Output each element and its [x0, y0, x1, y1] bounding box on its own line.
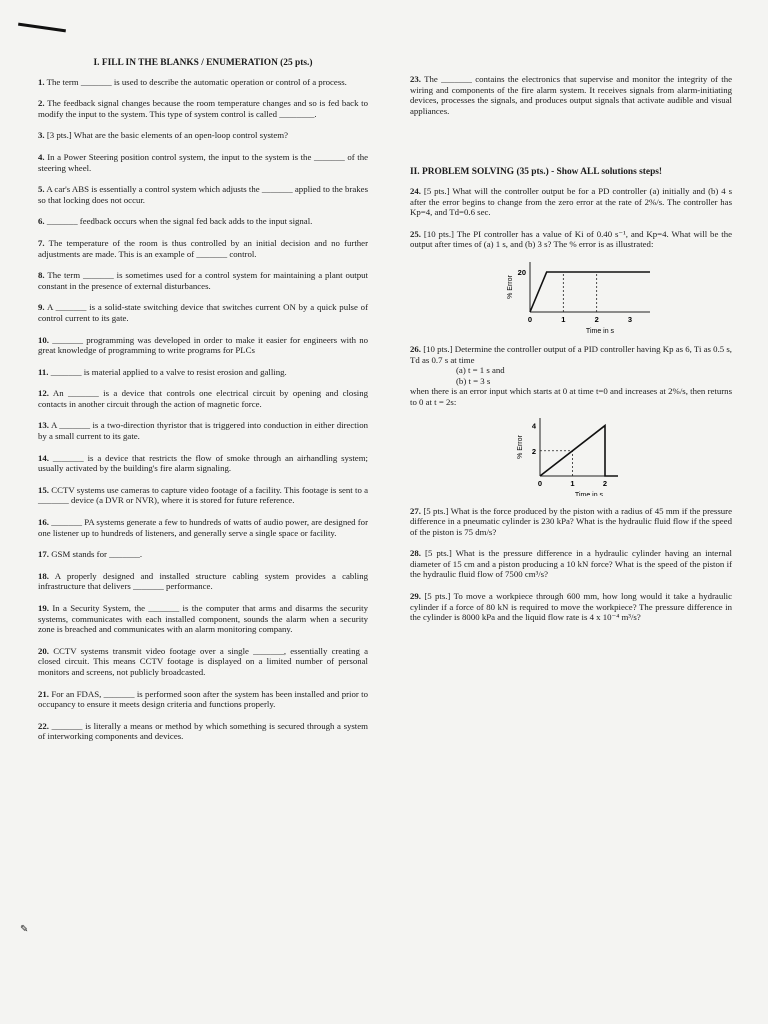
- section2-heading: II. PROBLEM SOLVING (35 pts.) - Show ALL solutions steps!: [410, 167, 663, 178]
- question-8: 8. The term _______ is sometimes used for a control system for maintaining a plant output constant in the presence of external disturbances.: [38, 270, 368, 291]
- question-11: 11. _______ is material applied to a valve to resist erosion and galling.: [38, 366, 287, 377]
- question-16: 16. _______ PA systems generate a few to hundreds of watts of audio power, are designed for one listener up to hundreds of listeners, and generally serve a single space or facility.: [38, 517, 368, 538]
- question-14: 14. _______ is a device that restricts the flow of smoke through an airhandling system; usually activated by the building's fire alarm signaling.: [38, 452, 368, 474]
- q26-sub-a: (a) t = 1 s and: [456, 365, 505, 376]
- x-tick-label: 1: [561, 314, 566, 324]
- x-tick-label: 2: [602, 478, 608, 488]
- question-15: 15. CCTV systems use cameras to capture video footage of a facility. This footage is sent to a _______ device (a DVR or NVR), where it is stored for future reference.: [38, 484, 368, 506]
- y-axis-label: % Error: [517, 434, 524, 459]
- pen-mark: [18, 23, 66, 33]
- x-axis-label: Time in s: [585, 327, 615, 334]
- x-tick-label: 0: [537, 478, 543, 488]
- error-series-line: [530, 272, 650, 312]
- question-17: 17. GSM stands for _______.: [38, 549, 143, 560]
- question-27: 27. [5 pts.] What is the force produced by the piston with a radius of 45 mm if the pressure difference in a pneumatic cylinder is 230 kPa? What is the hydraulic fluid flow if the speed of the piston is 75 dm/s?: [410, 505, 732, 537]
- question-29: 29. [5 pts.] To move a workpiece through 600 mm, how long would it take a hydraulic cylinder if a force of 80 kN is required to move the workpiece? The pressure difference in the cylinder is 8000 kPa and the liquid flow rate is 4 x 10⁻⁴ m³/s?: [410, 591, 733, 623]
- question-6: 6. _______ feedback occurs when the signal fed back adds to the input signal.: [38, 216, 313, 227]
- question-9: 9. A _______ is a solid-state switching device that switches current ON by a quick pulse of control current to its gate.: [38, 302, 368, 323]
- question-5: 5. A car's ABS is essentially a control system which adjusts the _______ applied to the brakes so that locking does not occur.: [38, 184, 368, 205]
- pi-error-chart: [500, 254, 660, 334]
- question-21: 21. For an FDAS, _______ is performed soon after the system has been installed and prior to occupancy to ensure it meets design criteria and functions properly.: [38, 688, 368, 710]
- question-list: [38, 77, 368, 742]
- pid-error-chart: [506, 412, 636, 496]
- pencil-annotation: ✎: [20, 924, 29, 935]
- left-column: [38, 58, 368, 753]
- question-2: 2. The feedback signal changes because the room temperature changes and so is fed back to modify the input to the system. This type of system control is called ________.: [38, 98, 368, 119]
- q26-text2: when there is an error input which starts at 0 at time t=0 and increases at 2%/s, then returns to 0 at t = 2s:: [410, 386, 732, 407]
- x-tick-label: 2: [594, 314, 599, 324]
- x-tick-label: 3: [627, 314, 633, 324]
- question-12: 12. An _______ is a device that controls one electrical circuit by opening and closing contacts in another circuit through the action of magnetic force.: [38, 388, 368, 409]
- question-7: 7. The temperature of the room is thus controlled by an initial decision and no further adjustments are made. This is an example of _______ control.: [38, 237, 369, 259]
- x-tick-label: 1: [570, 478, 575, 488]
- question-20: 20. CCTV systems transmit video footage over a single _______, essentially creating a closed circuit. This means CCTV footage is displayed on a limited number of personal monitors and screens, not publicly broadcasted.: [38, 645, 368, 677]
- q26-sub-b: (b) t = 3 s: [456, 375, 491, 386]
- question-13: 13. A _______ is a two-direction thyristor that is triggered into conduction in either direction by a small current to its gate.: [38, 420, 368, 442]
- question-23: 23. The _______ contains the electronics that supervise and monitor the integrity of the wiring and components of the fire alarm system. It receives signals from alarm-initiating devices, processes the signals, and produces output signals that activate audible and visual appliances.: [410, 74, 733, 116]
- question-28: 28. [5 pts.] What is the pressure difference in a hydraulic cylinder having an internal diameter of 15 cm and a piston producing a 10 kN force? What is the speed of the piston if the hydraulic fluid flow of 7500 cm³/s?: [410, 548, 732, 580]
- section1-heading: I. FILL IN THE BLANKS / ENUMERATION (25 pts.): [93, 58, 313, 68]
- y-tick-label: 4: [531, 421, 536, 431]
- y-tick-label: 2: [531, 446, 536, 456]
- question-24: 24. [5 pts.] What will the controller output be for a PD controller (a) initially and (b) 4 s after the error begins to change from the zero error at the rate of 2%/s. The controller has Kp=4, and Td=0.6 sec.: [410, 185, 732, 218]
- question-18: 18. A properly designed and installed structure cabling system provides a cabling infrastructure that delivers _______ performance.: [38, 570, 368, 592]
- y-tick-label: 20: [517, 267, 526, 277]
- question-25: 25. [10 pts.] The PI controller has a value of Ki of 0.40 s⁻¹, and Kp=4. What will be the output after times of (a) 1 s, and (b) 3 s? The % error is as illustrated:: [410, 228, 733, 250]
- question-4: 4. In a Power Steering position control system, the input to the system is the _______ of the steering wheel.: [38, 151, 369, 173]
- x-axis-label: Time in s: [574, 491, 604, 496]
- question-22: 22. _______ is literally a means or method by which something is secured through a system of interworking components and devices.: [38, 720, 369, 742]
- question-19: 19. In a Security System, the _______ is the computer that arms and disarms the security systems, communicates with each installed component, sounds the alarm when a security zone is breached and communicates with an alarm monitoring company.: [38, 603, 369, 635]
- error-series-line: [540, 425, 618, 475]
- question-10: 10. _______ programming was developed in order to make it easier for engineers with no great knowledge of programming to write programs for PLCs: [38, 334, 369, 356]
- question-3: 3. [3 pts.] What are the basic elements of an open-loop control system?: [38, 130, 289, 141]
- right-column: [410, 74, 732, 634]
- y-axis-label: % Error: [507, 275, 514, 299]
- question-26: 26. [10 pts.] Determine the controller output of a PID controller having Kp as 6, Ti as 0.5 s, Td as 0.7 s at time (a) t = 1 s and (b) t = 3 s when there is an error input which starts at 0 at time t=0 and increases at 2%/s, then returns to 0 at t = 2s:: [410, 343, 732, 407]
- x-tick-label: 0: [527, 314, 533, 324]
- question-1: 1. The term _______ is used to describe the automatic operation or control of a process.: [38, 76, 347, 87]
